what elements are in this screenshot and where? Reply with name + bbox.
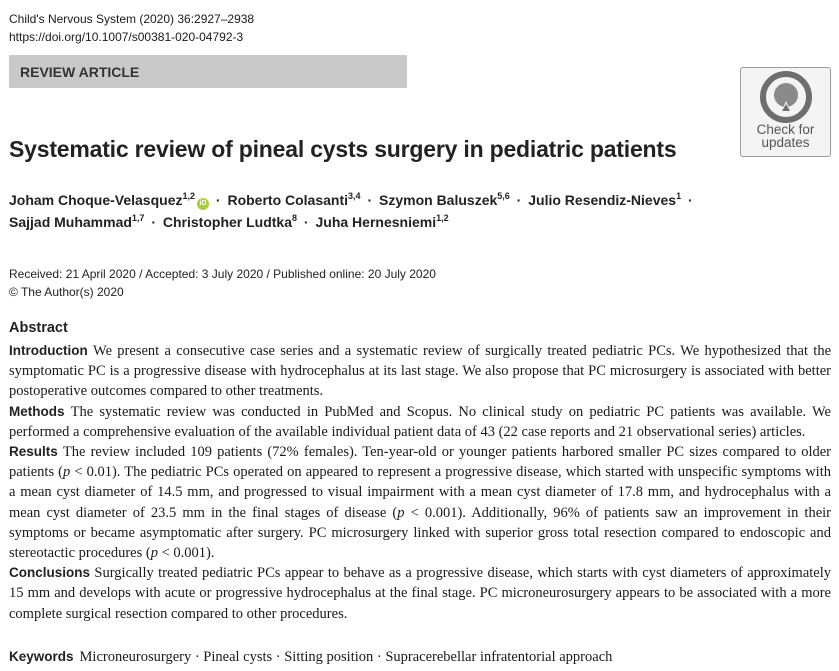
author-affiliation: 5,6 bbox=[497, 191, 510, 201]
methods-text: The systematic review was conducted in PubMed and Scopus. No clinical study on pediatric PC patients was available. We performed a comprehensive evaluation of the available individual patient data of 43 (22 case reports and 21 observational series) articles. bbox=[9, 403, 831, 440]
doi-link[interactable]: https://doi.org/10.1007/s00381-020-04792-3 bbox=[9, 30, 244, 44]
article-title: Systematic review of pineal cysts surgery in pediatric patients bbox=[9, 136, 677, 162]
keywords-text: Microneurosurgery · Pineal cysts · Sitting position · Supracerebellar infratentorial approach bbox=[79, 649, 613, 665]
author-affiliation: 8 bbox=[292, 213, 298, 223]
abstract-methods bbox=[9, 402, 831, 442]
author-affiliation: 1,7 bbox=[131, 213, 145, 223]
p-value-symbol: p bbox=[63, 464, 71, 481]
author-separator: · bbox=[687, 192, 693, 208]
results-text: < 0.001). Additionally, 96% of patients saw an improvement in their symptoms or became asymptomatic after surgery. PC microsurgery linked with superior gross total resection compared to endoscopic and stereotactic procedures ( bbox=[9, 504, 831, 562]
conclusions-text: Surgically treated pediatric PCs appear to behave as a progressive disease, which starts with cyst diameters of approximately 15 mm and develops with acute or progressive hydrocephalus at the final stage. PC microneurosurgery appears to be associated with a more complete surgical resection compared to other procedures. bbox=[9, 565, 831, 622]
author-separator: · bbox=[215, 192, 221, 208]
author-list-line2 bbox=[9, 214, 449, 230]
p-value-symbol: p bbox=[150, 545, 158, 562]
author-separator: · bbox=[151, 214, 156, 230]
author-affiliation: 1,2 bbox=[182, 191, 195, 201]
section-label-introduction: Introduction bbox=[9, 343, 88, 358]
check-for-updates-icon bbox=[760, 71, 812, 123]
badge-label-line2: updates bbox=[761, 135, 810, 150]
section-label-methods: Methods bbox=[9, 403, 65, 419]
author-separator: · bbox=[303, 214, 309, 230]
publication-dates bbox=[9, 265, 436, 301]
author-separator: · bbox=[367, 192, 373, 208]
abstract-heading: Abstract bbox=[9, 320, 68, 336]
orcid-icon[interactable]: iD bbox=[197, 198, 209, 210]
p-value-symbol: p bbox=[397, 504, 405, 521]
author-name[interactable]: Roberto Colasanti bbox=[227, 192, 349, 208]
section-label-conclusions: Conclusions bbox=[9, 565, 91, 581]
author-affiliation: 3,4 bbox=[348, 191, 361, 201]
check-for-updates-button[interactable] bbox=[740, 67, 831, 157]
keywords-line bbox=[9, 649, 612, 666]
results-text: < 0.01). The pediatric PCs operated on appeared to represent a progressive disease, which started with unspecific symptoms with a mean cyst diameter of 14.5 mm, and progressed to visual impairment with a mean cyst diameter of 17.8 mm, and hydrocephalus with a mean cyst diameter of 23.5 mm in the final stages of disease ( bbox=[9, 464, 831, 521]
author-list-line1 bbox=[9, 192, 696, 210]
history-dates: Received: 21 April 2020 / Accepted: 3 July 2020 / Published online: 20 July 2020 bbox=[9, 267, 436, 281]
results-text: < 0.001). bbox=[157, 545, 215, 562]
badge-label-line1: Check for bbox=[756, 122, 815, 137]
author-separator: · bbox=[516, 192, 522, 208]
results-text: The review included 109 patients (72% females). Ten-year-old or younger patients harbored smaller PC sizes compared to older patients ( bbox=[9, 444, 831, 481]
journal-citation: Child's Nervous System (2020) 36:2927–2938 bbox=[9, 12, 255, 26]
author-affiliation: 1,2 bbox=[436, 213, 449, 223]
abstract-introduction bbox=[9, 341, 831, 402]
author-affiliation: 1 bbox=[676, 191, 682, 201]
abstract-conclusions bbox=[9, 563, 831, 624]
author-name[interactable]: Joham Choque-Velasquez bbox=[9, 192, 183, 208]
author-name[interactable]: Szymon Baluszek bbox=[379, 192, 498, 208]
abstract-body bbox=[9, 341, 831, 624]
author-name[interactable]: Christopher Ludtka bbox=[162, 214, 293, 230]
article-type-banner: REVIEW ARTICLE bbox=[9, 55, 407, 88]
section-label-results: Results bbox=[9, 444, 58, 460]
journal-header bbox=[9, 10, 254, 46]
keywords-label: Keywords bbox=[9, 649, 74, 664]
author-name[interactable]: Sajjad Muhammad bbox=[9, 214, 132, 230]
introduction-text: We present a consecutive case series and a systematic review of surgically treated pediatric PCs. We hypothesized that the symptomatic PC is a progressive disease with hydrocephalus at its last stage. We also propose that PC microsurgery is associated with better postoperative outcomes compared to other treatments. bbox=[9, 343, 832, 400]
copyright-line: © The Author(s) 2020 bbox=[9, 285, 124, 299]
author-name[interactable]: Juha Hernesniemi bbox=[315, 214, 437, 230]
abstract-results bbox=[9, 442, 831, 563]
author-name[interactable]: Julio Resendiz-Nieves bbox=[528, 192, 677, 208]
